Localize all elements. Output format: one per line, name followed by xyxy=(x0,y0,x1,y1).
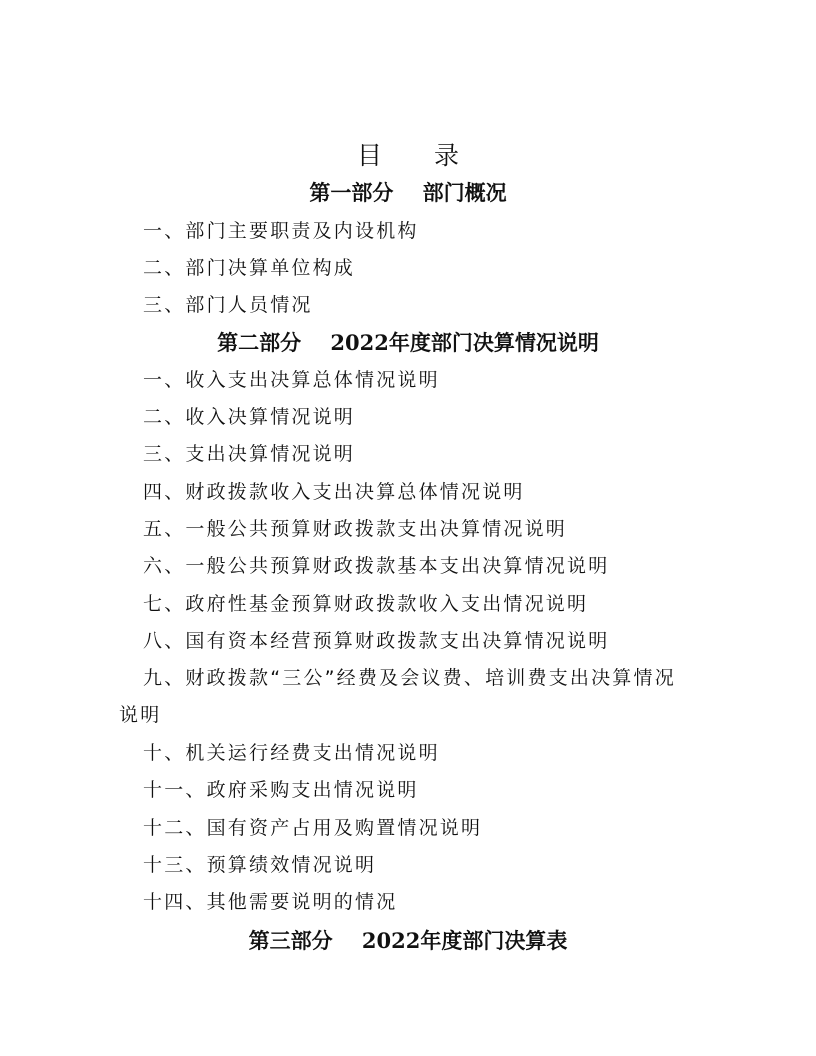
toc-item[interactable]: 十、机关运行经费支出情况说明 xyxy=(143,742,440,764)
toc-item[interactable]: 十二、国有资产占用及购置情况说明 xyxy=(143,817,483,839)
toc-item[interactable]: 三、部门人员情况 xyxy=(143,294,313,316)
toc-item[interactable]: 一、部门主要职责及内设机构 xyxy=(143,220,419,242)
toc-item-wrapped[interactable] xyxy=(119,664,703,729)
toc-item-continuation: 说明 xyxy=(119,704,162,726)
part-one-heading: 第一部分 部门概况 xyxy=(309,180,507,205)
toc-item[interactable]: 五、一般公共预算财政拨款支出决算情况说明 xyxy=(143,518,568,540)
page-title: 目 录 xyxy=(357,141,481,170)
toc-item[interactable]: 四、财政拨款收入支出决算总体情况说明 xyxy=(143,481,525,503)
toc-item[interactable]: 二、收入决算情况说明 xyxy=(143,406,356,428)
toc-item[interactable]: 十三、预算绩效情况说明 xyxy=(143,854,377,876)
toc-item[interactable]: 二、部门决算单位构成 xyxy=(143,257,356,279)
toc-item-line: 九、财政拨款“三公”经费及会议费、培训费支出决算情况 xyxy=(143,667,676,689)
toc-item[interactable]: 一、收入支出决算总体情况说明 xyxy=(143,369,440,391)
part-two-heading: 第二部分 2022年度部门决算情况说明 xyxy=(217,330,599,355)
toc-item[interactable]: 十一、政府采购支出情况说明 xyxy=(143,779,419,801)
part-three-heading: 第三部分 2022年度部门决算表 xyxy=(248,928,568,953)
toc-item[interactable]: 七、政府性基金预算财政拨款收入支出情况说明 xyxy=(143,593,589,615)
toc-item[interactable]: 八、国有资本经营预算财政拨款支出决算情况说明 xyxy=(143,630,610,652)
toc-item[interactable]: 三、支出决算情况说明 xyxy=(143,443,356,465)
toc-item[interactable]: 十四、其他需要说明的情况 xyxy=(143,891,398,913)
toc-item[interactable]: 六、一般公共预算财政拨款基本支出决算情况说明 xyxy=(143,555,610,577)
